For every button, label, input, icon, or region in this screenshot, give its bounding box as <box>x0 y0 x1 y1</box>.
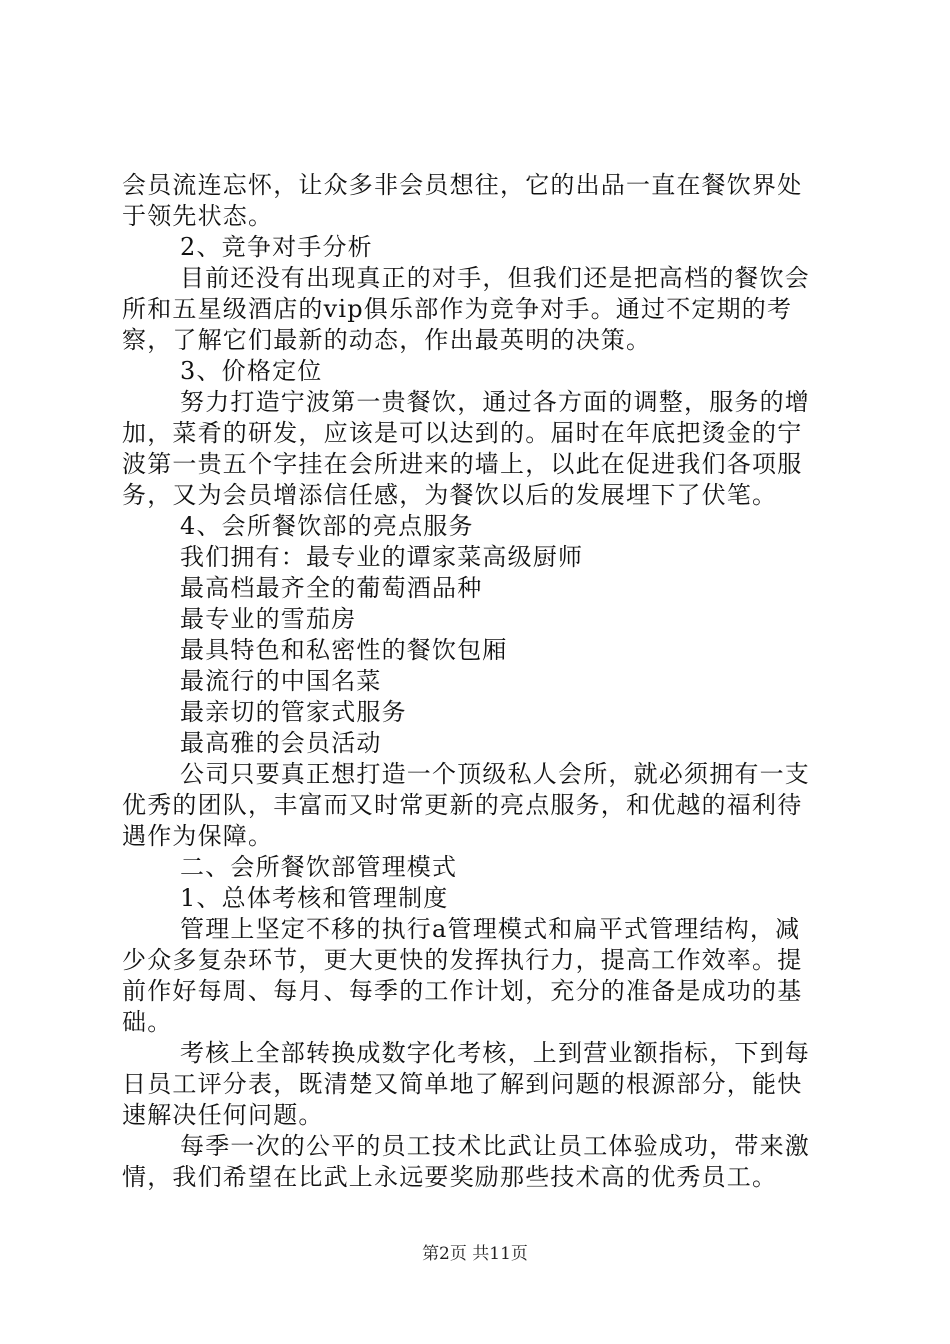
text-line: 二、会所餐饮部管理模式 <box>180 853 458 881</box>
text-line: 日员工评分表，既清楚又简单地了解到问题的根源部分，能快 <box>122 1070 803 1098</box>
text-line: 础。 <box>122 1008 173 1036</box>
document-body <box>122 170 834 1193</box>
text-line: 加，菜肴的研发，应该是可以达到的。届时在年底把烫金的宁 <box>122 419 803 447</box>
text-line: 务，又为会员增添信任感，为餐饮以后的发展埋下了伏笔。 <box>122 481 778 509</box>
text-line: 1、总体考核和管理制度 <box>180 884 449 912</box>
text-line: 最具特色和私密性的餐饮包厢 <box>180 636 508 664</box>
text-line: 2、竞争对手分析 <box>180 233 373 261</box>
text-line: 考核上全部转换成数字化考核，上到营业额指标，下到每 <box>180 1039 810 1067</box>
text-line: 努力打造宁波第一贵餐饮，通过各方面的调整，服务的增 <box>180 388 810 416</box>
text-line: 遇作为保障。 <box>122 822 274 850</box>
text-line: 所和五星级酒店的vip俱乐部作为竞争对手。通过不定期的考 <box>122 295 793 323</box>
text-line: 最亲切的管家式服务 <box>180 698 407 726</box>
text-line: 公司只要真正想打造一个顶级私人会所，就必须拥有一支 <box>180 760 810 788</box>
text-line: 少众多复杂环节，更大更快的发挥执行力，提高工作效率。提 <box>122 946 803 974</box>
text-line: 于领先状态。 <box>122 202 274 230</box>
text-line: 前作好每周、每月、每季的工作计划，充分的准备是成功的基 <box>122 977 803 1005</box>
text-line: 管理上坚定不移的执行a管理模式和扁平式管理结构，减 <box>180 915 801 943</box>
text-line: 波第一贵五个字挂在会所进来的墙上，以此在促进我们各项服 <box>122 450 803 478</box>
text-line: 速解决任何问题。 <box>122 1101 324 1129</box>
text-line: 4、会所餐饮部的亮点服务 <box>180 512 474 540</box>
text-line: 我们拥有：最专业的谭家菜高级厨师 <box>180 543 584 571</box>
page-footer: 第2页 共11页 <box>422 1244 528 1264</box>
text-line: 最流行的中国名菜 <box>180 667 382 695</box>
text-line: 最专业的雪茄房 <box>180 605 357 633</box>
text-line: 优秀的团队，丰富而又时常更新的亮点服务，和优越的福利待 <box>122 791 803 819</box>
text-line: 会员流连忘怀，让众多非会员想往，它的出品一直在餐饮界处 <box>122 171 803 199</box>
text-line: 最高雅的会员活动 <box>180 729 382 757</box>
text-line: 察，了解它们最新的动态，作出最英明的决策。 <box>122 326 652 354</box>
text-line: 每季一次的公平的员工技术比武让员工体验成功，带来激 <box>180 1132 810 1160</box>
text-line: 最高档最齐全的葡萄酒品种 <box>180 574 483 602</box>
text-line: 3、价格定位 <box>180 357 323 385</box>
text-line: 目前还没有出现真正的对手，但我们还是把高档的餐饮会 <box>180 264 810 292</box>
text-line: 情，我们希望在比武上永远要奖励那些技术高的优秀员工。 <box>122 1163 778 1191</box>
